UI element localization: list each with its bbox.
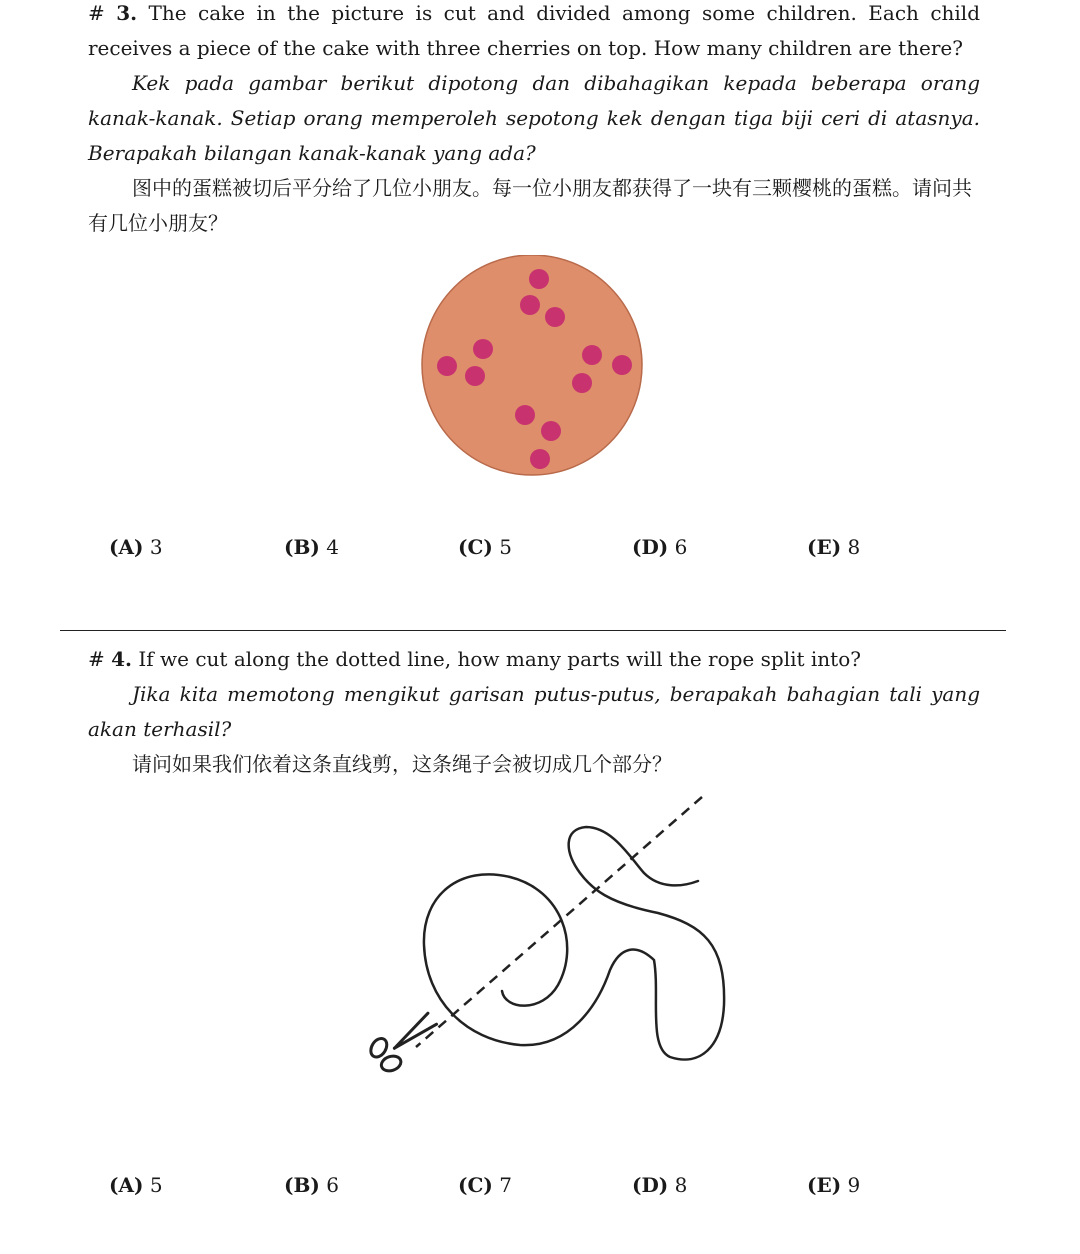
cherry	[541, 421, 561, 441]
cake-figure	[420, 255, 646, 481]
cherry	[520, 295, 540, 315]
question-3-number: 3.	[116, 1, 138, 25]
dotted-cut-line	[416, 797, 702, 1047]
question-3-english	[88, 0, 980, 66]
question-3-text-ms: Kek pada gambar berikut dipotong dan dibahagikan kepada beberapa orang kanak-kanak. Setiap orang memperoleh sepotong kek dengan tiga biji ceri di atasnya. Berapakah bilangan kanak-kanak yang ada?	[88, 71, 980, 165]
q3-option-e[interactable]: (E) 8	[807, 535, 861, 559]
q4-option-b[interactable]: (B) 6	[284, 1173, 339, 1197]
question-4-text-zh: 请问如果我们依着这条直线剪，这条绳子会被切成几个部分？	[132, 752, 672, 776]
q4-option-a[interactable]: (A) 5	[109, 1173, 163, 1197]
cherry	[582, 345, 602, 365]
question-4-text-en: If we cut along the dotted line, how many parts will the rope split into?	[138, 647, 861, 671]
question-3-options	[0, 535, 1080, 565]
cherry	[515, 405, 535, 425]
rope-figure	[330, 785, 750, 1125]
cherry	[612, 355, 632, 375]
question-4-number: 4.	[111, 647, 133, 671]
question-4-options	[0, 1173, 1080, 1203]
cherry	[473, 339, 493, 359]
question-4-text-ms: Jika kita memotong mengikut garisan putus-putus, berapakah bahagian tali yang akan terhasil?	[88, 682, 980, 741]
q3-option-c[interactable]: (C) 5	[458, 535, 512, 559]
q3-option-d[interactable]: (D) 6	[632, 535, 688, 559]
cherry	[530, 449, 550, 469]
question-3-text-zh: 图中的蛋糕被切后平分给了几位小朋友。每一位小朋友都获得了一块有三颗樱桃的蛋糕。请问共有几位小朋友？	[88, 176, 972, 235]
section-divider	[60, 630, 1006, 631]
q4-option-e[interactable]: (E) 9	[807, 1173, 861, 1197]
q3-option-b[interactable]: (B) 4	[284, 535, 339, 559]
cherry	[545, 307, 565, 327]
cherry	[529, 269, 549, 289]
q3-option-a[interactable]: (A) 3	[109, 535, 163, 559]
q4-option-c[interactable]: (C) 7	[458, 1173, 512, 1197]
question-3	[88, 0, 980, 241]
question-4-hash: #	[88, 647, 105, 671]
cherry	[572, 373, 592, 393]
question-3-text-en: The cake in the picture is cut and divided among some children. Each child receives a piece of the cake with three cherries on top. How many children are there?	[88, 1, 981, 60]
question-4-english	[88, 642, 980, 677]
cherry	[465, 366, 485, 386]
scissors-icon	[363, 1003, 444, 1079]
rope	[424, 827, 724, 1060]
q4-option-d[interactable]: (D) 8	[632, 1173, 688, 1197]
question-3-hash: #	[88, 1, 105, 25]
cherry	[437, 356, 457, 376]
question-4	[88, 642, 980, 782]
